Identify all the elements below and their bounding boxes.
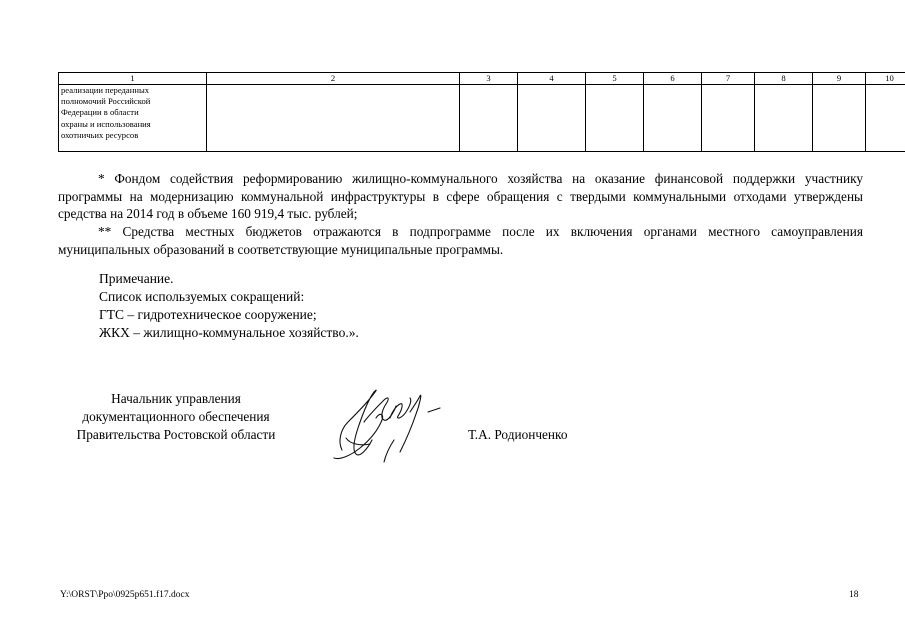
table-cell (813, 85, 866, 152)
column-header: 1 (59, 73, 207, 85)
row-label-line: Федерации в области (61, 107, 139, 118)
row-label-line: охраны и использования (61, 118, 151, 129)
row-label-cell (59, 85, 207, 152)
signatory-position-line: Правительства Ростовской области (76, 426, 276, 442)
table-cell (460, 85, 518, 152)
table-row (59, 85, 905, 152)
page-number: 18 (849, 590, 859, 600)
column-header: 8 (755, 73, 813, 85)
abbreviation-item: ЖКХ – жилищно-коммунальное хозяйство.». (99, 325, 359, 340)
handwritten-signature (330, 382, 450, 464)
budget-table (58, 72, 905, 152)
column-header: 4 (518, 73, 586, 85)
abbreviation-item: ГТС – гидротехническое сооружение; (99, 307, 317, 322)
signatory-position-line: Начальник управления (111, 391, 241, 406)
row-label-line: полномочий Российской (61, 96, 151, 107)
table-cell (644, 85, 702, 152)
footnote-fund: * Фондом содействия реформированию жилищно-коммунального хозяйства на оказание финансовой поддержки участнику программы на модернизацию коммунальной инфраструктуры в сфере обращения с твердыми коммунальными отходами утверждены средства на 2014 год в объеме 160 919,4 тыс. рублей; (58, 171, 863, 221)
column-header: 7 (702, 73, 755, 85)
column-header: 5 (586, 73, 644, 85)
column-header: 9 (813, 73, 866, 85)
signatory-name: Т.А. Родионченко (468, 427, 568, 442)
table-cell (207, 85, 460, 152)
table-cell (586, 85, 644, 152)
column-header: 10 (866, 73, 905, 85)
column-header: 2 (207, 73, 460, 85)
file-path: Y:\ORST\Ppo\0925p651.f17.docx (60, 590, 190, 600)
table-header-row (59, 73, 905, 85)
note-heading: Примечание. (99, 271, 174, 286)
footnote-local-budgets: ** Средства местных бюджетов отражаются в подпрограмме после их включения органами местного самоуправления муниципальных образований в соответствующие муниципальные программы. (58, 224, 863, 257)
abbreviations-title: Список используемых сокращений: (99, 289, 305, 304)
table-cell (518, 85, 586, 152)
table-cell (866, 85, 905, 152)
column-header: 6 (644, 73, 702, 85)
row-label-line: реализации переданных (61, 85, 150, 95)
row-label-line: охотничьих ресурсов (61, 129, 139, 140)
table-cell (702, 85, 755, 152)
signatory-position-line: документационного обеспечения (82, 408, 270, 424)
column-header: 3 (460, 73, 518, 85)
table-cell (755, 85, 813, 152)
signatory-position (60, 390, 292, 443)
